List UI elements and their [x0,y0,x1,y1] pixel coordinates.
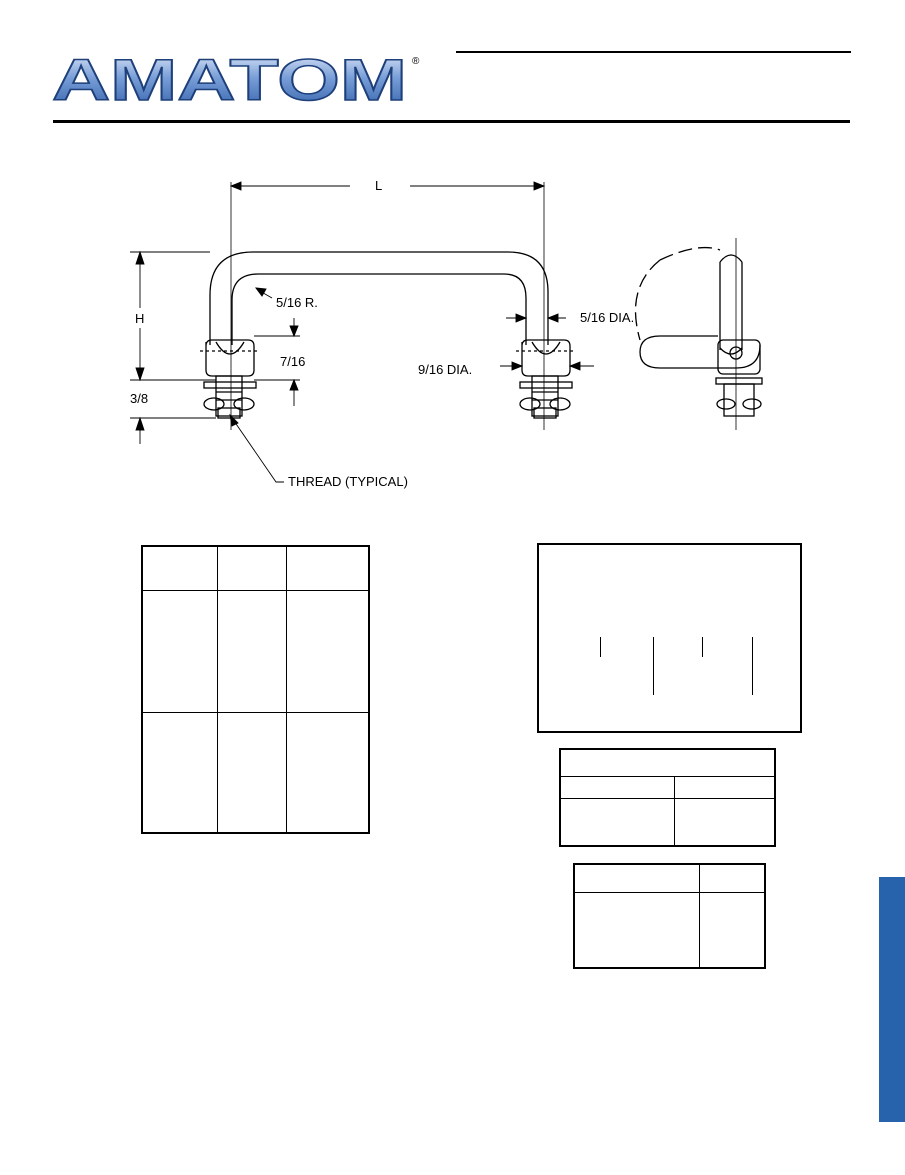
logo-text: AMATOM [52,52,407,108]
handle-outer [210,252,548,345]
dim-thread-label: THREAD (TYPICAL) [288,474,408,489]
left-ferrule [200,340,260,418]
handle-drawing [120,170,790,510]
amatom-logo [50,52,430,108]
spec-table-bottom [573,863,766,969]
right-ferrule [516,340,576,418]
dim-length-label: L [375,178,383,193]
header-rule-top [456,51,851,53]
side-tab [879,877,905,1122]
spec-table-middle [559,748,776,847]
dim-rod-diameter-label: 5/16 DIA. [580,310,635,325]
dim-ferrule-diameter-label: 9/16 DIA. [418,362,473,377]
dim-ferrule-height-label: 7/16 [280,354,306,369]
registered-mark: ® [412,56,420,67]
spec-box-right [537,543,802,733]
side-view [636,248,763,416]
spec-table-left [141,545,370,834]
header-rule [53,120,850,123]
dim-thread-length-label: 3/8 [130,391,149,406]
dim-height-label: H [135,311,145,326]
dim-bend-radius-label: 5/16 R. [276,295,318,310]
